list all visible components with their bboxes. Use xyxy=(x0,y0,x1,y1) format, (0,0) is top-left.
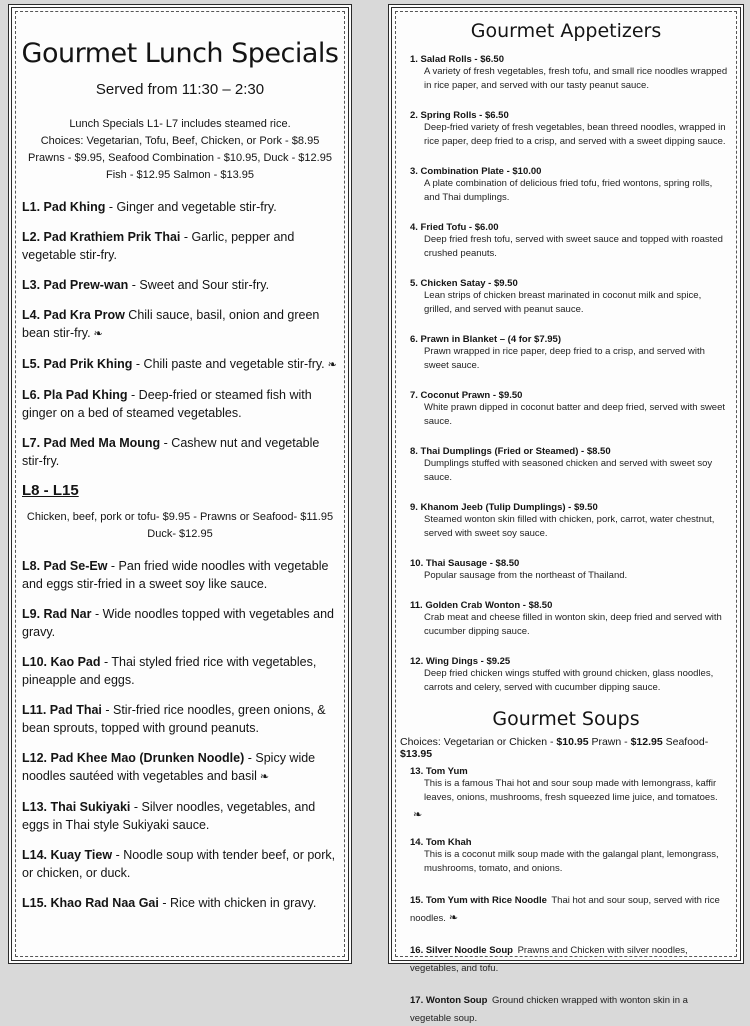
lunch-list-l8-l15 xyxy=(22,557,340,912)
appetizer-item xyxy=(410,166,730,205)
menu-item-desc: - Spicy wide noodles sautéed with vegetables and basil xyxy=(22,751,316,783)
menu-item xyxy=(22,198,340,216)
menu-item-name: L4. Pad Kra Prow xyxy=(22,308,125,322)
menu-item-desc: - Ginger and vegetable stir-fry. xyxy=(105,200,277,214)
menu-item-name: L8. Pad Se-Ew xyxy=(22,559,108,573)
menu-item-desc: - Cashew nut and vegetable stir-fry. xyxy=(22,436,320,468)
range-heading: L8 - L15 xyxy=(22,482,79,499)
appetizer-item xyxy=(410,334,730,373)
served-hours: Served from 11:30 – 2:30 xyxy=(95,81,265,98)
appetizer-desc: Crab meat and cheese filled in wonton skin, deep fried and served with cucumber dipping sauce. xyxy=(424,612,722,637)
appetizer-desc: Dumplings stuffed with seasoned chicken and served with sweet soy sauce. xyxy=(424,458,713,483)
soup-item xyxy=(410,837,730,876)
menu-item-desc: - Pan fried wide noodles with vegetable and eggs stir-fried in a sweet soy like sauce. xyxy=(22,559,329,591)
appetizer-name: 12. Wing Dings - $9.25 xyxy=(410,656,511,667)
appetizer-name: 7. Coconut Prawn - $9.50 xyxy=(410,390,523,401)
range-line-2: Duck- $12.95 xyxy=(147,528,213,540)
lunch-title: Gourmet Lunch Specials xyxy=(21,38,339,69)
menu-item-name: L15. Khao Rad Naa Gai xyxy=(22,896,159,910)
appetizer-name: 4. Fried Tofu - $6.00 xyxy=(410,222,499,233)
menu-item-desc: - Noodle soup with tender beef, or pork, or chicken, or duck. xyxy=(22,848,336,880)
appetizer-name: 3. Combination Plate - $10.00 xyxy=(410,166,542,177)
appetizer-desc: Steamed wonton skin filled with chicken, pork, carrot, water chestnut, served with sweet soy sauce. xyxy=(424,514,715,539)
chili-icon: ❧ xyxy=(413,809,423,821)
appetizer-name: 1. Salad Rolls - $6.50 xyxy=(410,54,504,65)
range-pricing xyxy=(20,509,340,543)
soup-prawn-label: Prawn - xyxy=(588,736,631,748)
appetizer-name: 6. Prawn in Blanket – (4 for $7.95) xyxy=(410,334,561,345)
soup-list xyxy=(410,766,730,1026)
appetizer-list xyxy=(410,54,730,695)
menu-item-desc: - Stir-fried rice noodles, green onions, & bean sprouts, topped with ground peanuts. xyxy=(22,703,326,735)
soup-desc: Thai hot and sour soup, served with rice noodles. xyxy=(410,895,720,924)
menu-item-name: L11. Pad Thai xyxy=(22,703,102,717)
appetizer-item xyxy=(410,222,730,261)
chili-icon: ❧ xyxy=(93,328,103,340)
appetizer-item xyxy=(410,656,730,695)
chili-icon: ❧ xyxy=(448,912,459,924)
appetizer-desc: Popular sausage from the northeast of Thailand. xyxy=(424,570,628,581)
appetizer-desc: A variety of fresh vegetables, fresh tofu, and small rice noodles wrapped in rice paper, and served with our tasty peanut sauce. xyxy=(424,66,728,91)
soup-item xyxy=(410,766,730,823)
appetizer-item xyxy=(410,558,730,583)
range-line-1: Chicken, beef, pork or tofu- $9.95 - Prawns or Seafood- $11.95 xyxy=(26,511,334,523)
menu-item-name: L13. Thai Sukiyaki xyxy=(22,800,131,814)
soup-prawn-price: $12.95 xyxy=(630,736,663,748)
appetizer-name: 11. Golden Crab Wonton - $8.50 xyxy=(410,600,553,611)
menu-item-name: L10. Kao Pad xyxy=(22,655,101,669)
appetizer-name: 5. Chicken Satay - $9.50 xyxy=(410,278,518,289)
intro-line-1: Lunch Specials L1- L7 includes steamed rice. xyxy=(69,118,291,130)
menu-item-desc: Chili sauce, basil, onion and green bean stir-fry. xyxy=(22,308,320,340)
menu-item-desc: - Wide noodles topped with vegetables and gravy. xyxy=(22,607,334,639)
appetizer-desc: A plate combination of delicious fried tofu, fried wontons, spring rolls, and Thai dumplings. xyxy=(424,178,713,203)
menu-item-desc: - Deep-fried or steamed fish with ginger on a bed of steamed vegetables. xyxy=(22,388,312,420)
soups-title: Gourmet Soups xyxy=(492,708,640,730)
appetizer-desc: Prawn wrapped in rice paper, deep fried to a crisp, and served with sweet sauce. xyxy=(424,346,705,371)
menu-item-desc: - Chili paste and vegetable stir-fry. xyxy=(132,357,325,371)
appetizer-name: 9. Khanom Jeeb (Tulip Dumplings) - $9.50 xyxy=(410,502,598,513)
menu-item-name: L12. Pad Khee Mao (Drunken Noodle) xyxy=(22,751,245,765)
soup-name: 16. Silver Noodle Soup xyxy=(410,945,513,956)
menu-item-name: L14. Kuay Tiew xyxy=(22,848,113,862)
appetizer-name: 8. Thai Dumplings (Fried or Steamed) - $8.50 xyxy=(410,446,611,457)
appetizer-desc: Deep fried fresh tofu, served with sweet sauce and topped with roasted crushed peanuts. xyxy=(424,234,723,259)
menu-item xyxy=(22,605,340,641)
soup-desc: This is a famous Thai hot and sour soup made with lemongrass, kaffir leaves, onions, mushrooms, fresh squeezed lime juice, and tomatoes. xyxy=(424,778,718,803)
menu-item xyxy=(22,228,340,264)
intro-line-2: Choices: Vegetarian, Tofu, Beef, Chicken, or Pork - $8.95 xyxy=(40,135,320,147)
chili-icon: ❧ xyxy=(327,359,337,371)
soup-item xyxy=(410,940,730,976)
soup-choices xyxy=(400,736,740,760)
soup-name: 13. Tom Yum xyxy=(410,766,468,777)
menu-item-name: L7. Pad Med Ma Moung xyxy=(22,436,161,450)
menu-item xyxy=(22,386,340,422)
intro-line-3: Prawns - $9.95, Seafood Combination - $10.95, Duck - $12.95 xyxy=(28,152,332,164)
menu-item xyxy=(22,653,340,689)
menu-item-desc: - Garlic, pepper and vegetable stir-fry. xyxy=(22,230,295,262)
appetizer-name: 2. Spring Rolls - $6.50 xyxy=(410,110,509,121)
menu-item xyxy=(22,355,340,374)
appetizer-item xyxy=(410,390,730,429)
menu-item-name: L6. Pla Pad Khing xyxy=(22,388,128,402)
menu-item xyxy=(22,557,340,593)
menu-item-desc: - Sweet and Sour stir-fry. xyxy=(128,278,270,292)
menu-item-name: L3. Pad Prew-wan xyxy=(22,278,129,292)
menu-item-name: L2. Pad Krathiem Prik Thai xyxy=(22,230,181,244)
menu-item xyxy=(22,434,340,470)
appetizer-name: 10. Thai Sausage - $8.50 xyxy=(410,558,520,569)
lunch-specials-panel xyxy=(8,4,352,964)
appetizer-desc: Lean strips of chicken breast marinated in coconut milk and spice, grilled, and served with peanut sauce. xyxy=(424,290,702,315)
appetizer-desc: Deep fried chicken wings stuffed with ground chicken, glass noodles, carrots and celery, served with cucumber dipping sauce. xyxy=(424,668,714,693)
menu-item-desc: - Rice with chicken in gravy. xyxy=(158,896,317,910)
appetizer-item xyxy=(410,278,730,317)
menu-item xyxy=(22,701,340,737)
soup-item xyxy=(410,990,730,1026)
menu-item xyxy=(22,306,340,343)
menu-item-name: L9. Rad Nar xyxy=(22,607,92,621)
soup-desc: This is a coconut milk soup made with the galangal plant, lemongrass, mushrooms, tomato, and onions. xyxy=(424,849,719,874)
menu-item-desc: - Thai styled fried rice with vegetables, pineapple and eggs. xyxy=(22,655,317,687)
menu-item xyxy=(22,749,340,786)
menu-item-desc: - Silver noodles, vegetables, and eggs in Thai style Sukiyaki sauce. xyxy=(22,800,316,832)
appetizer-item xyxy=(410,600,730,639)
appetizer-desc: White prawn dipped in coconut batter and deep fried, served with sweet sauce. xyxy=(424,402,726,427)
appetizer-desc: Deep-fried variety of fresh vegetables, bean threed noodles, wrapped in rice paper, deep fried to a crisp, and served with a sweet dipping sauce. xyxy=(424,122,726,147)
lunch-intro xyxy=(12,116,348,184)
lunch-list-l1-l7 xyxy=(22,198,340,470)
appetizer-item xyxy=(410,54,730,93)
appetizers-soups-panel xyxy=(388,4,744,1024)
menu-item xyxy=(22,846,340,882)
soup-seafood-label: Seafood- xyxy=(662,736,709,748)
intro-line-4: Fish - $12.95 Salmon - $13.95 xyxy=(106,169,254,181)
soup-name: 14. Tom Khah xyxy=(410,837,472,848)
soup-desc: Prawns and Chicken with silver noodles, vegetables, and tofu. xyxy=(410,945,688,974)
soup-desc: Ground chicken wrapped with wonton skin in a vegetable soup. xyxy=(410,995,688,1024)
soup-choices-label: Choices: Vegetarian or Chicken - xyxy=(400,736,557,748)
menu-item-name: L5. Pad Prik Khing xyxy=(22,357,133,371)
appetizer-item xyxy=(410,502,730,541)
soup-name: 17. Wonton Soup xyxy=(410,995,488,1006)
menu-item xyxy=(22,276,340,294)
menu-item-name: L1. Pad Khing xyxy=(22,200,106,214)
soup-veg-price: $10.95 xyxy=(556,736,589,748)
chili-icon: ❧ xyxy=(259,771,270,783)
appetizer-item xyxy=(410,110,730,149)
appetizer-item xyxy=(410,446,730,485)
menu-item xyxy=(22,894,340,912)
menu-item xyxy=(22,798,340,834)
soup-item xyxy=(410,890,730,926)
soup-name: 15. Tom Yum with Rice Noodle xyxy=(410,895,547,906)
soup-seafood-price: $13.95 xyxy=(400,748,433,760)
appetizers-title: Gourmet Appetizers xyxy=(470,20,662,42)
